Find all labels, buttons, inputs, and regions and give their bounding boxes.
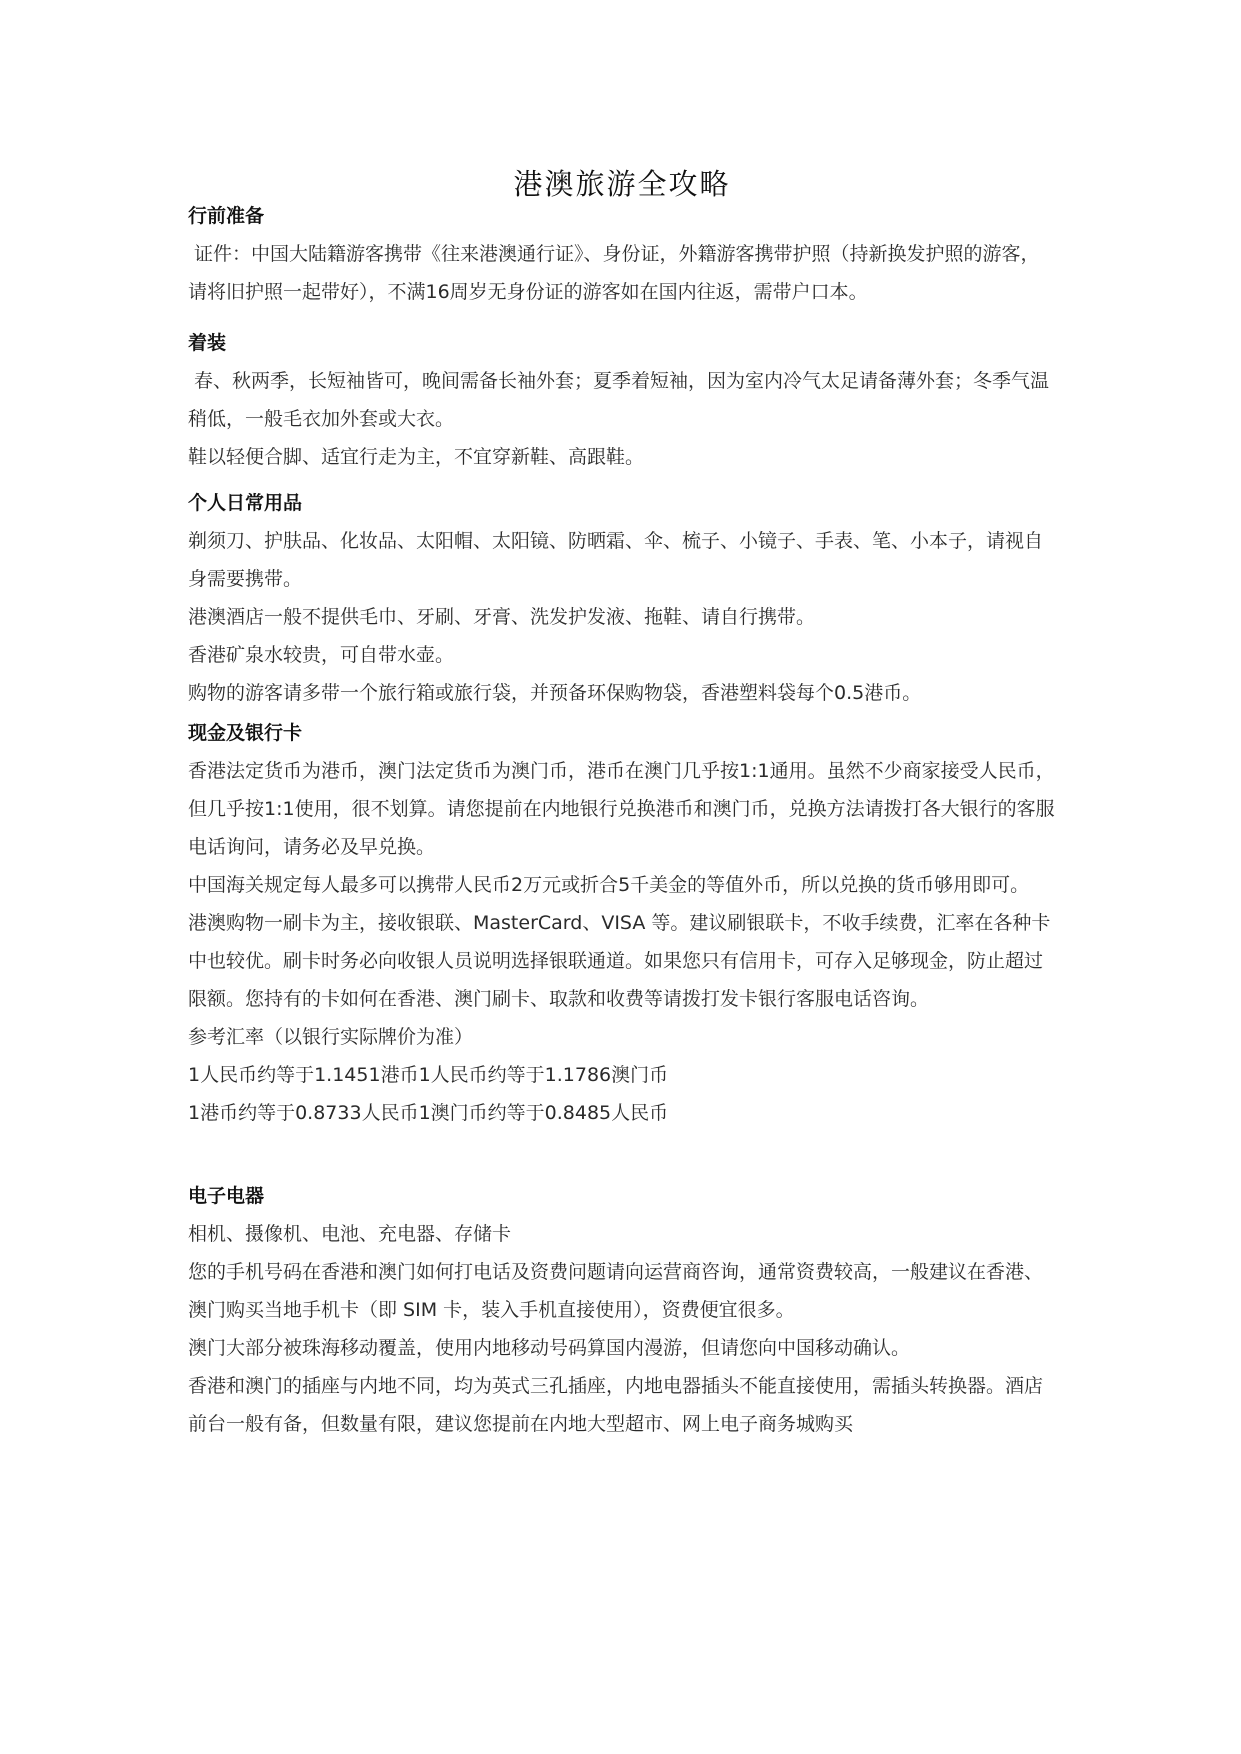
paragraph: 港澳酒店一般不提供毛巾、牙刷、牙膏、洗发护发液、拖鞋、请自行携带。 [188, 606, 816, 628]
paragraph: 您的手机号码在香港和澳门如何打电话及资费问题请向运营商咨询，通常资费较高，一般建议在香港、澳门购买当地手机卡（即 SIM 卡，装入手机直接使用），资费便宜很多。 [188, 1261, 1044, 1321]
paragraph: 购物的游客请多带一个旅行箱或旅行袋，并预备环保购物袋，香港塑料袋每个0.5港币。 [188, 682, 922, 704]
paragraph: 澳门大部分被珠海移动覆盖，使用内地移动号码算国内漫游，但请您向中国移动确认。 [188, 1337, 911, 1359]
paragraph: 1港币约等于0.8733人民币1澳门币约等于0.8485人民币 [188, 1102, 669, 1124]
section-electronics [188, 1177, 1056, 1443]
document-title: 港澳旅游全攻略 [513, 167, 731, 201]
section-heading: 电子电器 [188, 1185, 265, 1207]
paragraph: 中国海关规定每人最多可以携带人民币2万元或折合5千美金的等值外币，所以兑换的货币够用即可。 [188, 874, 1030, 896]
section-heading: 现金及银行卡 [188, 722, 303, 744]
section-preparation [188, 197, 1056, 311]
section-daily-items [188, 484, 1056, 712]
section-heading: 个人日常用品 [188, 492, 303, 514]
paragraph: 参考汇率（以银行实际牌价为准） [188, 1026, 474, 1048]
section-cash-cards [188, 714, 1056, 1132]
section-clothing [188, 324, 1056, 476]
paragraph: 剃须刀、护肤品、化妆品、太阳帽、太阳镜、防晒霜、伞、梳子、小镜子、手表、笔、小本子，请视自身需要携带。 [188, 530, 1044, 590]
paragraph: 香港和澳门的插座与内地不同，均为英式三孔插座，内地电器插头不能直接使用，需插头转换器。酒店前台一般有备，但数量有限，建议您提前在内地大型超市、网上电子商务城购买 [188, 1375, 1044, 1435]
paragraph: 证件：中国大陆籍游客携带《往来港澳通行证》、身份证，外籍游客携带护照（持新换发护照的游客，请将旧护照一起带好），不满16周岁无身份证的游客如在国内往返，需带户口本。 [188, 243, 1040, 303]
paragraph: 港澳购物一刷卡为主，接收银联、MasterCard、VISA 等。建议刷银联卡，不收手续费，汇率在各种卡中也较优。刷卡时务必向收银人员说明选择银联通道。如果您只有信用卡，可存入足够现金，防止超过限额。您持有的卡如何在香港、澳门刷卡、取款和收费等请拨打发卡银行客服电话咨询。 [188, 912, 1051, 1010]
paragraph: 春、秋两季，长短袖皆可，晚间需备长袖外套；夏季着短袖，因为室内冷气太足请备薄外套；冬季气温稍低，一般毛衣加外套或大衣。 [188, 370, 1050, 430]
paragraph: 香港矿泉水较贵，可自带水壶。 [188, 644, 455, 666]
paragraph: 相机、摄像机、电池、充电器、存储卡 [188, 1223, 512, 1245]
paragraph: 香港法定货币为港币，澳门法定货币为澳门币，港币在澳门几乎按1:1通用。虽然不少商家接受人民币，但几乎按1:1使用，很不划算。请您提前在内地银行兑换港币和澳门币，兑换方法请拨打各大银行的客服电话询问，请务必及早兑换。 [188, 760, 1055, 858]
paragraph: 1人民币约等于1.1451港币1人民币约等于1.1786澳门币 [188, 1064, 669, 1086]
section-heading: 行前准备 [188, 205, 265, 227]
section-heading: 着装 [188, 332, 227, 354]
paragraph: 鞋以轻便合脚、适宜行走为主，不宜穿新鞋、高跟鞋。 [188, 446, 645, 468]
